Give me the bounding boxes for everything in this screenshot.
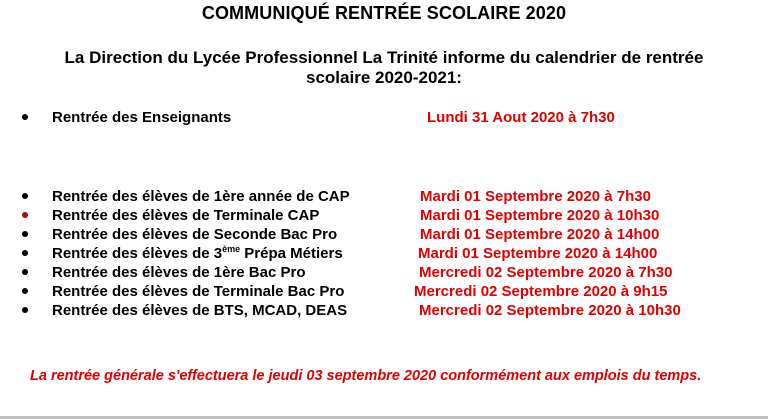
bullet-icon (22, 250, 28, 256)
schedule-label: Rentrée des élèves de Seconde Bac Pro (52, 226, 338, 243)
schedule-label (52, 245, 343, 262)
intro-paragraph: La Direction du Lycée Professionnel La Trinité informe du calendrier de rentrée scolaire 2020-2021: (64, 48, 704, 87)
schedule-date: Mardi 01 Septembre 2020 à 7h30 (420, 188, 651, 205)
bullet-icon (22, 231, 28, 237)
bullet-icon (22, 114, 28, 120)
schedule-label: Rentrée des élèves de Terminale CAP (52, 207, 320, 224)
label-suffix: Prépa Métiers (240, 245, 343, 262)
document-title: COMMUNIQUÉ RENTRÉE SCOLAIRE 2020 (201, 3, 567, 23)
schedule-item-1ere-bac (0, 264, 768, 284)
schedule-date: Lundi 31 Aout 2020 à 7h30 (427, 109, 615, 126)
bullet-icon (22, 212, 28, 218)
bullet-icon (22, 288, 28, 294)
schedule-label: Rentrée des élèves de BTS, MCAD, DEAS (52, 302, 348, 319)
footer-note: La rentrée générale s'effectuera le jeudi 03 septembre 2020 conformément aux emplois du temps. (30, 368, 702, 384)
bullet-icon (22, 269, 28, 275)
schedule-date: Mardi 01 Septembre 2020 à 14h00 (420, 226, 660, 243)
schedule-item-terminale-cap (0, 207, 768, 227)
label-prefix: Rentrée des élèves de 3 (52, 245, 223, 262)
schedule-date: Mercredi 02 Septembre 2020 à 10h30 (419, 302, 681, 319)
bullet-icon (22, 307, 28, 313)
label-superscript: ème (222, 244, 241, 254)
schedule-item-terminale-bac (0, 283, 768, 303)
schedule-label: Rentrée des élèves de 1ère année de CAP (52, 188, 350, 205)
schedule-date: Mercredi 02 Septembre 2020 à 9h15 (414, 283, 668, 300)
schedule-label: Rentrée des élèves de 1ère Bac Pro (52, 264, 306, 281)
schedule-label: Rentrée des élèves de Terminale Bac Pro (52, 283, 345, 300)
schedule-date: Mercredi 02 Septembre 2020 à 7h30 (419, 264, 673, 281)
bullet-icon (22, 193, 28, 199)
schedule-item-teachers (0, 109, 768, 129)
schedule-item-cap1 (0, 188, 768, 208)
schedule-date: Mardi 01 Septembre 2020 à 14h00 (418, 245, 658, 262)
schedule-item-prepa (0, 245, 768, 265)
schedule-item-bts (0, 302, 768, 322)
schedule-item-seconde (0, 226, 768, 246)
schedule-date: Mardi 01 Septembre 2020 à 10h30 (420, 207, 660, 224)
schedule-label: Rentrée des Enseignants (52, 109, 232, 126)
